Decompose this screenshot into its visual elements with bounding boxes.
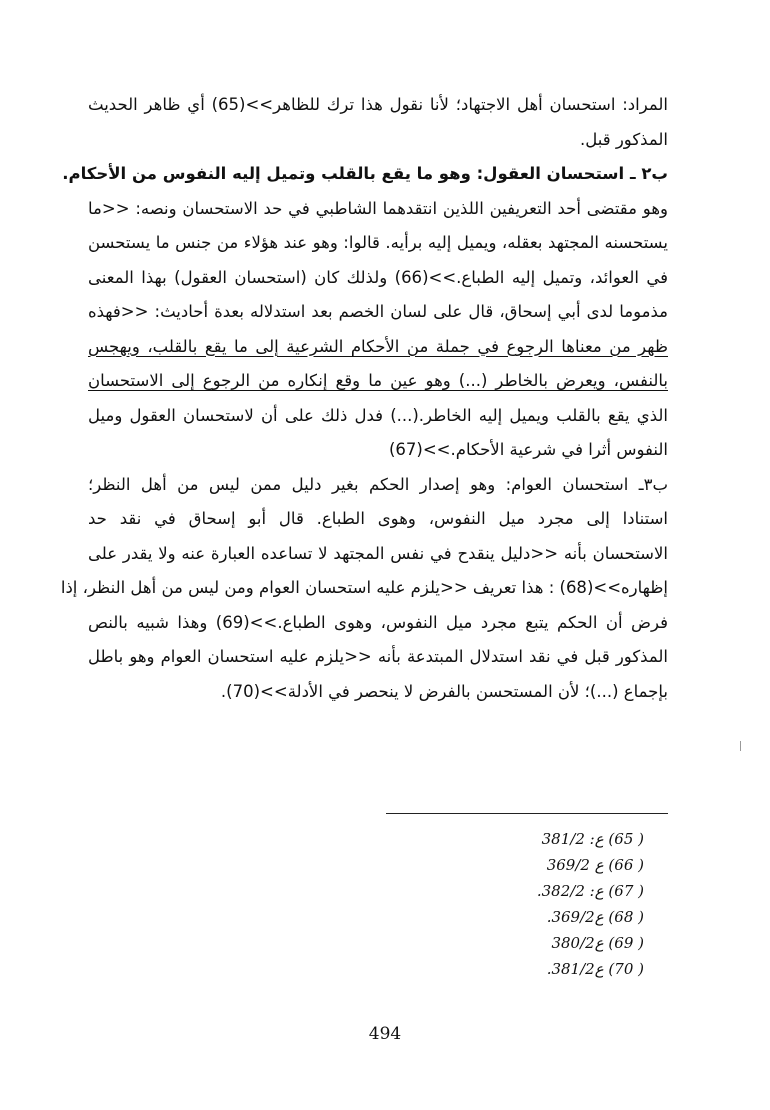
text-line: مذموما لدى أبي إسحاق، قال على لسان الخصم بعد استدلاله بعدة أحاديث: <<فهذه (88, 302, 668, 321)
footnote: ( 65) ع: 381/2 (541, 830, 644, 848)
paragraph-intro (88, 88, 668, 157)
footnote: ( 67) ع: 382/2. (536, 882, 644, 900)
text-line: فرض أن الحكم يتبع مجرد ميل النفوس، وهوى الطباع.>>(69) وهذا شبيه بالنص (88, 612, 668, 632)
body-text (60, 88, 668, 709)
text-line: ب٣ـ استحسان العوام: وهو إصدار الحكم بغير دليل ممن ليس من أهل النظر؛ (88, 474, 668, 494)
text-line: النفوس أثرا في شرعية الأحكام.>>(67) (388, 440, 668, 459)
footnote: ( 69) ع380/2 (551, 934, 644, 952)
paragraph-b2 (88, 192, 668, 468)
text-line-underlined: بالنفس، ويعرض بالخاطر (...) وهو عين ما وقع إنكاره من الرجوع إلى الاستحسان (88, 371, 668, 390)
paragraph-b3 (60, 468, 668, 710)
text-line: في العوائد، وتميل إليه الطباع.>>(66) ولذلك كان (استحسان العقول) بهذا المعنى (88, 267, 668, 287)
text-line: بإجماع (...)؛ لأن المستحسن بالفرض لا ينحصر في الأدلة>>(70). (220, 681, 668, 701)
text-line: يستحسنه المجتهد بعقله، ويميل إليه برأيه. قالوا: وهو عند هؤلاء من جنس ما يستحسن (88, 233, 668, 252)
footnote: ( 70) ع381/2. (546, 960, 644, 978)
footnote-divider (386, 813, 668, 814)
page-number: 494 (368, 1024, 402, 1044)
footnote: ( 68) ع369/2. (546, 908, 644, 926)
footnote: ( 66) ع 369/2 (546, 856, 644, 874)
section-heading-b2 (62, 157, 668, 192)
text-line: وهو مقتضى أحد التعريفين اللذين انتقدهما الشاطبي في حد الاستحسان ونصه: <<ما (88, 198, 668, 218)
text-line: المذكور قبل في نقد استدلال المبتدعة بأنه <<يلزم عليه استحسان العوام وهو باطل (88, 647, 668, 666)
text-line: الذي يقع بالقلب ويميل إليه الخاطر.(...) فدل ذلك على أن لاستحسان العقول وميل (88, 405, 668, 425)
text-line: المراد: استحسان أهل الاجتهاد؛ لأنا نقول هذا ترك للظاهر>>(65) أي ظاهر الحديث (88, 95, 668, 114)
margin-mark (740, 741, 741, 751)
text-line-underlined: ظهر من معناها الرجوع في جملة من الأحكام الشرعية إلى ما يقع بالقلب، ويهجس (88, 336, 668, 356)
text-line: إظهاره>>(68) : هذا تعريف <<يلزم عليه استحسان العوام ومن ليس من أهل النظر، إذا (60, 578, 668, 597)
text-line: ب٢ ـ استحسان العقول: وهو ما يقع بالقلب وتميل إليه النفوس من الأحكام. (62, 164, 668, 183)
text-line: الاستحسان بأنه <<دليل ينقدح في نفس المجتهد لا تساعده العبارة عنه ولا يقدر على (88, 543, 668, 563)
text-line: استنادا إلى مجرد ميل النفوس، وهوى الطباع. قال أبو إسحاق في نقد حد (88, 509, 668, 528)
footnotes (386, 826, 644, 982)
text-line: المذكور قبل. (579, 129, 668, 149)
